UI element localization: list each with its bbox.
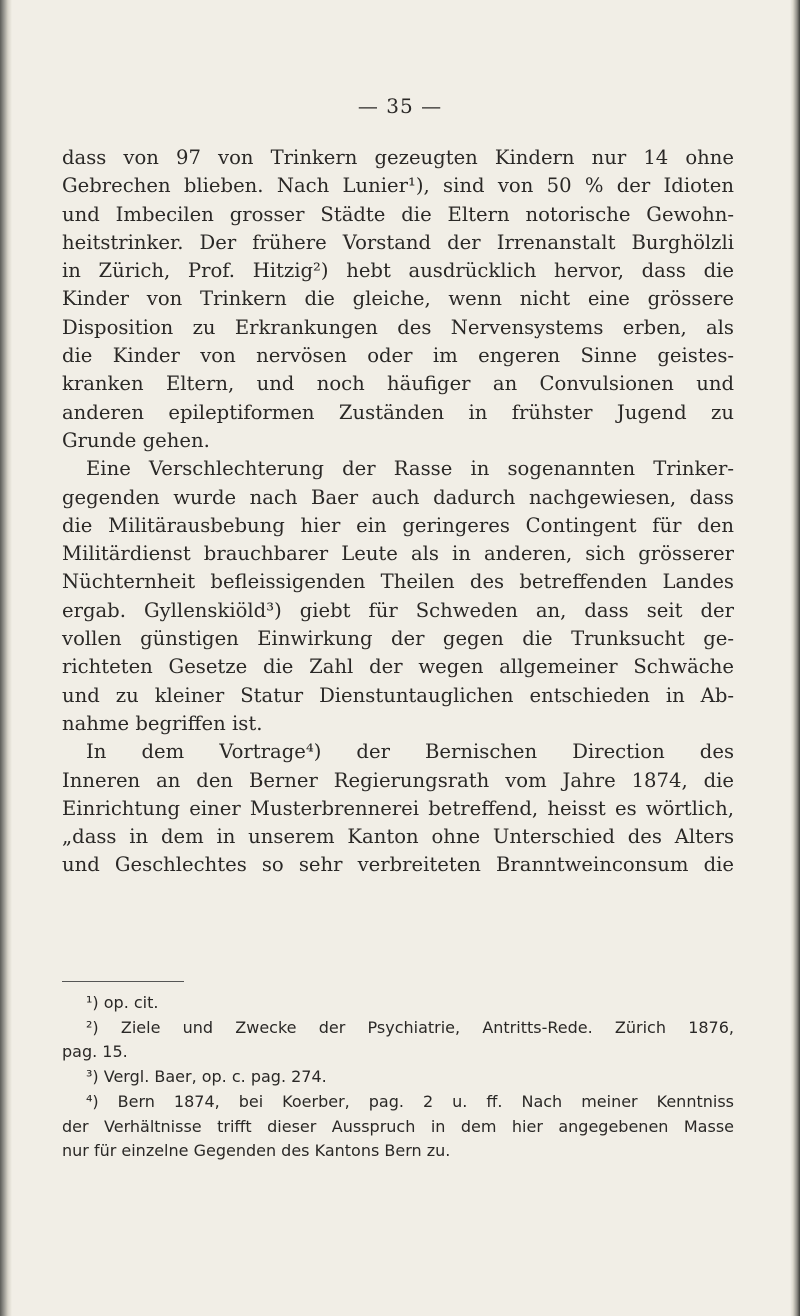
text-line: Gebrechen blieben. Nach Lunier¹), sind von 50 % der Idioten xyxy=(62,174,734,198)
footnote-line: pag. 15. xyxy=(62,1042,128,1062)
footnote-separator xyxy=(62,981,184,982)
text-line: und zu kleiner Statur Dienstuntauglichen entschieden in Ab- xyxy=(62,683,734,707)
text-line: dass von 97 von Trinkern gezeugten Kindern nur 14 ohne xyxy=(62,146,734,169)
text-line: die Kinder von nervösen oder im engeren Sinne geistes- xyxy=(62,344,734,368)
footnote-line: ¹) op. cit. xyxy=(86,993,159,1012)
text-line: Nüchternheit befleissigenden Theilen des betreffenden Landes xyxy=(62,570,734,594)
text-line: Militärdienst brauchbarer Leute als in anderen, sich grösserer xyxy=(62,542,734,566)
body-text xyxy=(62,144,734,880)
text-line: nahme begriffen ist. xyxy=(62,711,263,735)
text-line: vollen günstigen Einwirkung der gegen die Trunksucht ge- xyxy=(62,627,734,651)
footnotes xyxy=(62,991,734,1164)
text-line: Einrichtung einer Musterbrennerei betreffend, heisst es wörtlich, xyxy=(62,796,734,820)
page-right-edge-shadow xyxy=(790,0,800,1316)
text-line: die Militärausbebung hier ein geringeres Contingent für den xyxy=(62,513,734,537)
text-line: anderen epileptiformen Zuständen in frühster Jugend zu xyxy=(62,400,734,424)
footnote-line: nur für einzelne Gegenden des Kantons Bern zu. xyxy=(62,1141,451,1161)
text-line: Inneren an den Berner Regierungsrath vom Jahre 1874, die xyxy=(62,768,734,792)
text-line: gegenden wurde nach Baer auch dadurch nachgewiesen, dass xyxy=(62,485,734,509)
text-line: richteten Gesetze die Zahl der wegen allgemeiner Schwäche xyxy=(62,655,734,679)
text-line: Kinder von Trinkern die gleiche, wenn nicht eine grössere xyxy=(62,287,734,311)
text-line: und Geschlechtes so sehr verbreiteten Branntweinconsum die xyxy=(62,853,734,877)
text-line: Disposition zu Erkrankungen des Nervensystems erben, als xyxy=(62,315,734,339)
text-line: „dass in dem in unserem Kanton ohne Unterschied des Alters xyxy=(62,825,734,849)
footnote-line: ⁴) Bern 1874, bei Koerber, pag. 2 u. ff. Nach meiner Kenntniss xyxy=(86,1091,734,1111)
text-line: und Imbecilen grosser Städte die Eltern notorische Gewohn- xyxy=(62,202,734,226)
footnote-line: ³) Vergl. Baer, op. c. pag. 274. xyxy=(86,1067,327,1087)
text-line: ergab. Gyllenskiöld³) giebt für Schweden an, dass seit der xyxy=(62,598,734,622)
text-line: heitstrinker. Der frühere Vorstand der Irrenanstalt Burghölzli xyxy=(62,230,734,254)
text-line: Grunde gehen. xyxy=(62,428,210,452)
page-left-edge-shadow xyxy=(0,0,12,1316)
text-line: Eine Verschlechterung der Rasse in sogenannten Trinker- xyxy=(86,457,734,481)
text-line: In dem Vortrage⁴) der Bernischen Direction des xyxy=(86,740,734,764)
footnote-line: der Verhältnisse trifft dieser Ausspruch in dem hier angegebenen Masse xyxy=(62,1116,734,1136)
text-line: kranken Eltern, und noch häufiger an Convulsionen und xyxy=(62,372,734,396)
text-line: in Zürich, Prof. Hitzig²) hebt ausdrücklich hervor, dass die xyxy=(62,259,734,283)
page-number: — 35 — xyxy=(357,94,443,118)
footnote-line: ²) Ziele und Zwecke der Psychiatrie, Antritts-Rede. Zürich 1876, xyxy=(86,1017,734,1037)
